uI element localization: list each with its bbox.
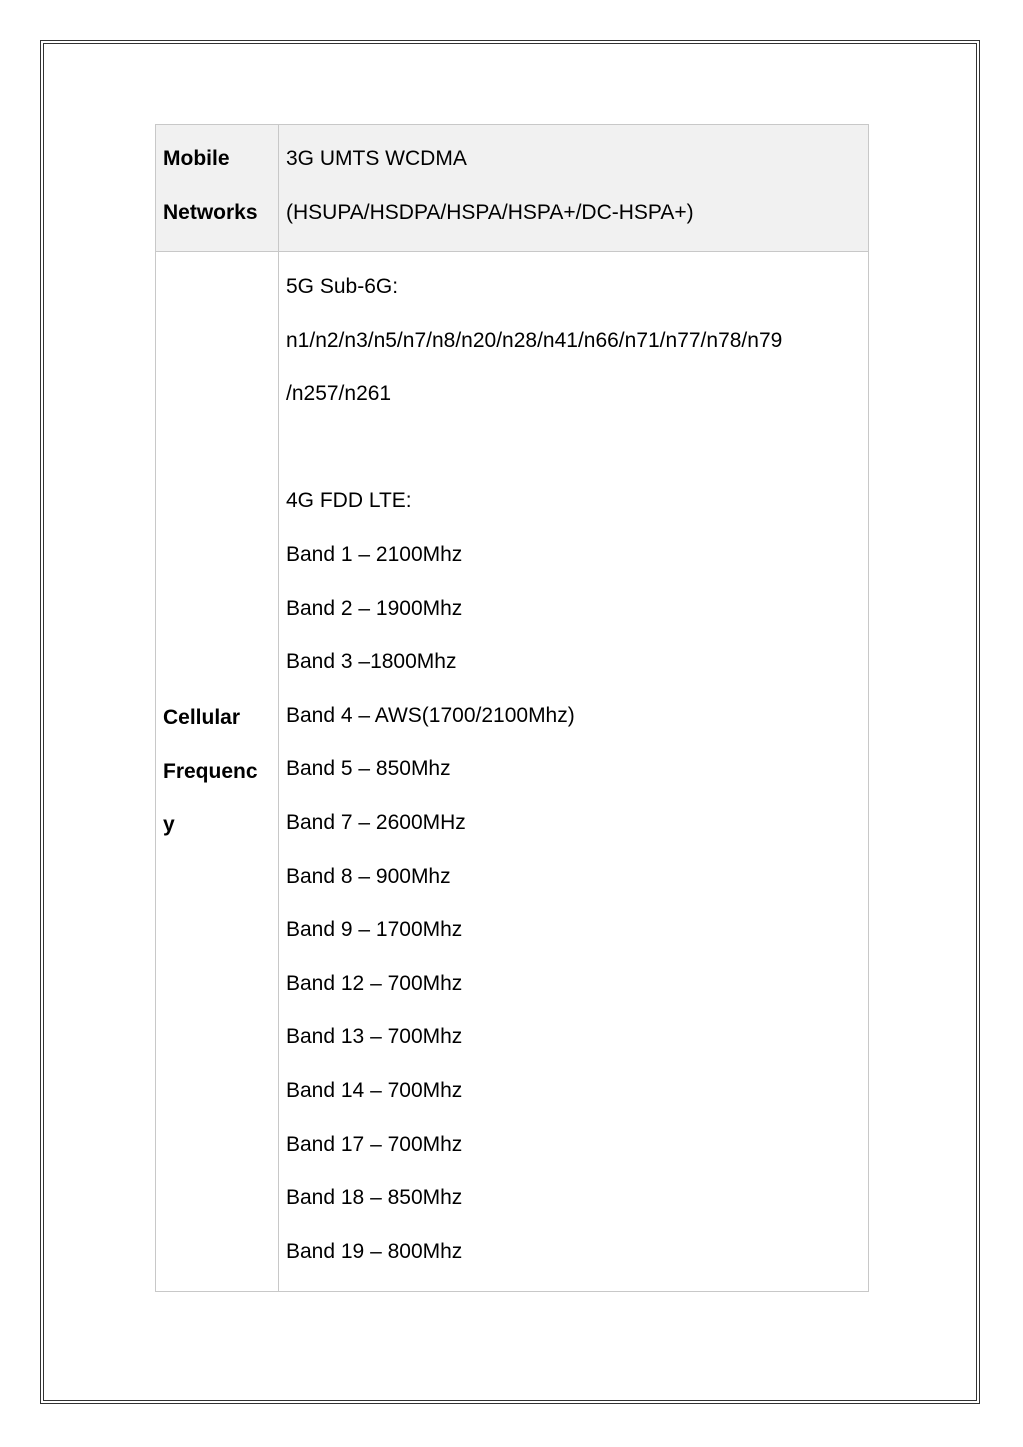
cellular-frequency-value xyxy=(279,252,869,1292)
table-row-mobile-networks xyxy=(156,125,869,252)
value-line: 3G UMTS WCDMA xyxy=(286,147,467,170)
spec-table xyxy=(155,124,869,1292)
mobile-networks-label xyxy=(156,125,279,252)
label-line: Networks xyxy=(163,200,258,224)
lte-band-item: Band 9 – 1700Mhz xyxy=(286,918,463,942)
lte-band-item: Band 18 – 850Mhz xyxy=(286,1186,463,1210)
lte-band-item: Band 12 – 700Mhz xyxy=(286,971,463,995)
lte-band-item: Band 4 – AWS(1700/2100Mhz) xyxy=(286,703,575,727)
lte-heading: 4G FDD LTE: xyxy=(286,489,412,513)
lte-band-item: Band 1 – 2100Mhz xyxy=(286,542,463,566)
mobile-networks-value xyxy=(279,125,869,252)
lte-band-item: Band 14 – 700Mhz xyxy=(286,1078,463,1102)
lte-band-item: Band 3 –1800Mhz xyxy=(286,650,457,674)
nr-bands-line: n1/n2/n3/n5/n7/n8/n20/n28/n41/n66/n71/n77/n78/n79 xyxy=(286,328,783,352)
cellular-frequency-label xyxy=(156,252,279,1292)
label-line: Mobile xyxy=(163,147,230,170)
lte-band-item: Band 2 – 1900Mhz xyxy=(286,596,463,620)
label-line: Frequenc xyxy=(163,759,258,783)
lte-band-item: Band 19 – 800Mhz xyxy=(286,1239,463,1263)
label-line: y xyxy=(163,813,175,837)
lte-band-item: Band 7 – 2600MHz xyxy=(286,810,466,834)
lte-band-item: Band 13 – 700Mhz xyxy=(286,1025,463,1049)
lte-band-item: Band 5 – 850Mhz xyxy=(286,757,451,781)
lte-band-item: Band 17 – 700Mhz xyxy=(286,1132,463,1156)
table-row-cellular-frequency xyxy=(156,252,869,1292)
value-line: (HSUPA/HSDPA/HSPA/HSPA+/DC-HSPA+) xyxy=(286,200,694,224)
nr-bands-line: /n257/n261 xyxy=(286,382,392,406)
lte-band-item: Band 8 – 900Mhz xyxy=(286,864,451,888)
spacer-line xyxy=(286,421,868,475)
nr-heading: 5G Sub-6G: xyxy=(286,275,399,298)
label-line: Cellular xyxy=(163,706,241,730)
